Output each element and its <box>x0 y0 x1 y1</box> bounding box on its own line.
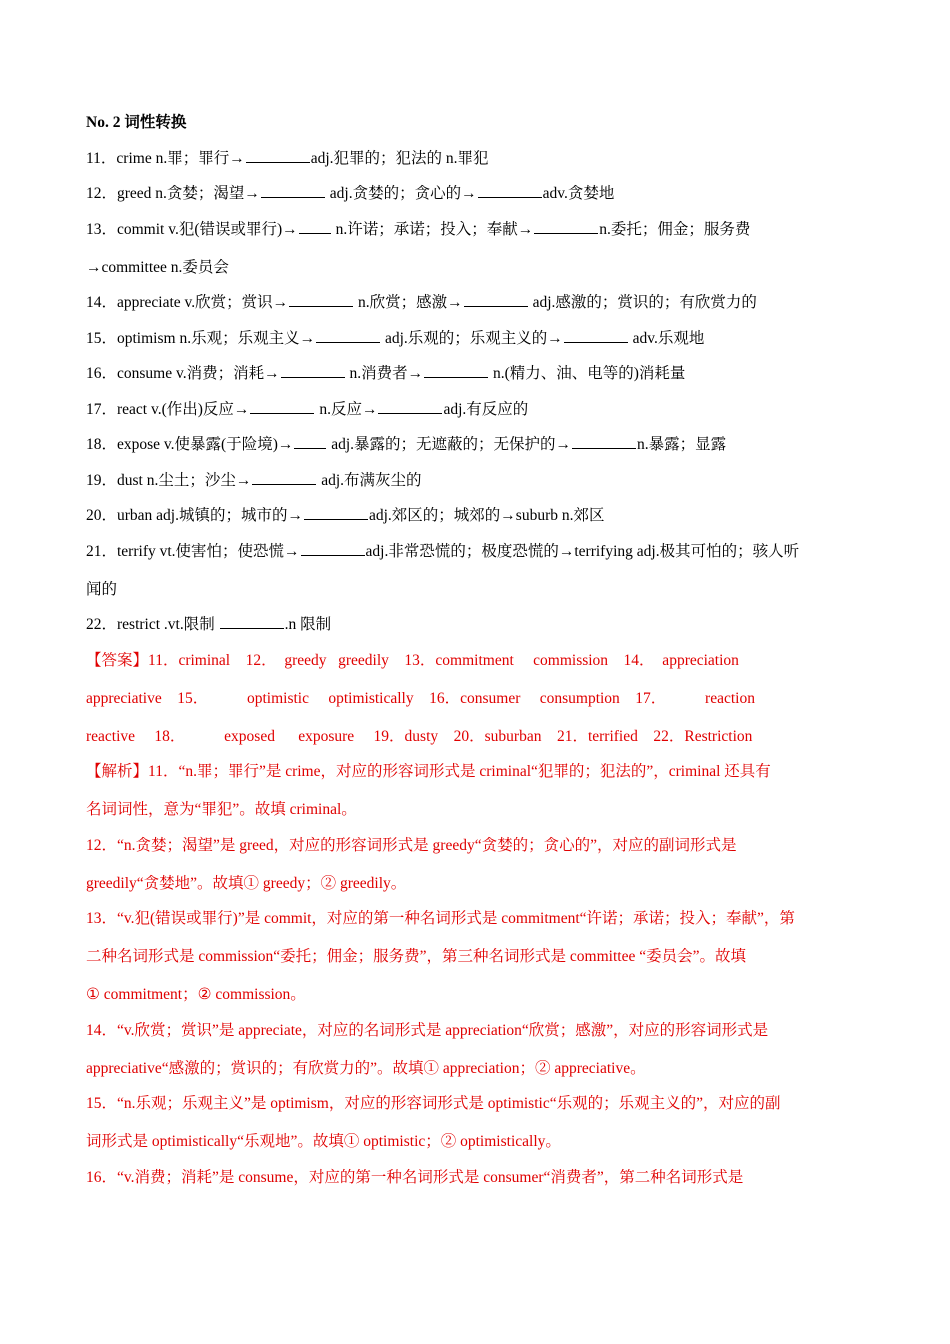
answer-blank <box>424 363 488 378</box>
question-20: 20．urban adj.城镇的；城市的→ adj.郊区的；城郊的→suburb n.郊区 <box>86 507 605 524</box>
analysis-line-6: 二种名词形式是 commission“委托；佣金；服务费”，第三种名词形式是 committee “委员会”。故填 <box>86 948 746 965</box>
analysis-line-4: greedily“贪婪地”。故填① greedy；② greedily。 <box>86 874 407 892</box>
analysis-line-3: 12．“n.贪婪；渴望”是 greed，对应的形容词形式是 greedy“贪婪的；贪心的”，对应的副词形式是 <box>86 836 737 854</box>
answer-blank <box>252 470 316 485</box>
answer-blank <box>294 434 326 449</box>
question-21-cont: 闻的 <box>86 580 118 598</box>
answer-label: 【答案】 <box>86 651 149 669</box>
answer-blank <box>564 328 628 343</box>
answer-blank <box>572 434 636 449</box>
document-page <box>86 112 866 1189</box>
analysis-line-1: 【解析】11．“n.罪；罪行”是 crime，对应的形容词形式是 criminal“犯罪的；犯法的”，criminal 还具有 <box>86 763 771 780</box>
analysis-line-9: appreciative“感激的；赏识的；有欣赏力的”。故填① appreciation；② appreciative。 <box>86 1059 646 1077</box>
answer-blank <box>246 148 310 163</box>
question-13: 13．commit v.犯(错误或罪行)→ n.许诺；承诺；投入；奉献→ n.委托；佣金；服务费 <box>86 220 751 238</box>
question-14: 14．appreciate v.欣赏；赏识→ n.欣赏；感激→ adj.感激的；赏识的；有欣赏力的 <box>86 294 757 311</box>
analysis-line-2: 名词词性，意为“罪犯”。故填 criminal。 <box>86 801 357 818</box>
analysis-line-8: 14．“v.欣赏；赏识”是 appreciate，对应的名词形式是 appreciation“欣赏；感激”，对应的形容词形式是 <box>86 1021 769 1039</box>
answer-blank <box>281 363 345 378</box>
answer-blank <box>289 292 353 307</box>
analysis-line-7: ① commitment；② commission。 <box>86 986 306 1003</box>
question-17: 17．react v.(作出)反应→ n.反应→ adj.有反应的 <box>86 400 529 418</box>
answer-blank <box>301 541 365 556</box>
answer-line-3: reactive 18． exposed exposure 19．dusty 20．suburban 21．terrified 22．Restriction <box>86 727 753 745</box>
question-21: 21．terrify vt.使害怕；使恐慌→ adj.非常恐慌的；极度恐慌的→terrifying adj.极其可怕的；骇人听 <box>86 542 800 560</box>
question-15: 15．optimism n.乐观；乐观主义→ adj.乐观的；乐观主义的→ adv.乐观地 <box>86 329 705 347</box>
answer-blank <box>299 219 331 234</box>
analysis-line-11: 词形式是 optimistically“乐观地”。故填① optimistic；② optimistically。 <box>86 1133 561 1150</box>
question-11: 11．crime n.罪；罪行→ adj.犯罪的；犯法的 n.罪犯 <box>86 149 489 167</box>
analysis-label: 【解析】 <box>86 763 149 780</box>
answer-blank <box>220 614 284 629</box>
section-title: No. 2 词性转换 <box>86 114 187 131</box>
question-18: 18．expose v.使暴露(于险境)→ adj.暴露的；无遮蔽的；无保护的→ n.暴露；显露 <box>86 436 727 453</box>
answer-blank <box>250 399 314 414</box>
answer-blank <box>378 399 442 414</box>
question-12: 12．greed n.贪婪；渴望→ adj.贪婪的；贪心的→ adv.贪婪地 <box>86 185 615 202</box>
answer-blank <box>316 328 380 343</box>
question-19: 19．dust n.尘土；沙尘→ adj.布满灰尘的 <box>86 471 422 489</box>
analysis-line-10: 15．“n.乐观；乐观主义”是 optimism，对应的形容词形式是 optimistic“乐观的；乐观主义的”，对应的副 <box>86 1095 781 1112</box>
answer-blank <box>478 183 542 198</box>
answer-line-2: appreciative 15． optimistic optimistically 16．consumer consumption 17． reaction <box>86 689 755 707</box>
answer-blank <box>304 505 368 520</box>
answer-blank <box>534 219 598 234</box>
answer-blank <box>261 183 325 198</box>
answer-blank <box>464 292 528 307</box>
analysis-line-5: 13．“v.犯(错误或罪行)”是 commit，对应的第一种名词形式是 commitment“许诺；承诺；投入；奉献”，第 <box>86 910 795 927</box>
answer-line-1: 【答案】11．criminal 12． greedy greedily 13．commitment commission 14． appreciation <box>86 651 739 669</box>
question-13-cont: →committee n.委员会 <box>86 258 229 276</box>
question-16: 16．consume v.消费；消耗→ n.消费者→ n.(精力、油、电等的)消耗量 <box>86 365 686 382</box>
analysis-line-12: 16．“v.消费；消耗”是 consume，对应的第一种名词形式是 consumer“消费者”，第二种名词形式是 <box>86 1168 744 1186</box>
question-22: 22．restrict .vt.限制 .n 限制 <box>86 616 332 633</box>
